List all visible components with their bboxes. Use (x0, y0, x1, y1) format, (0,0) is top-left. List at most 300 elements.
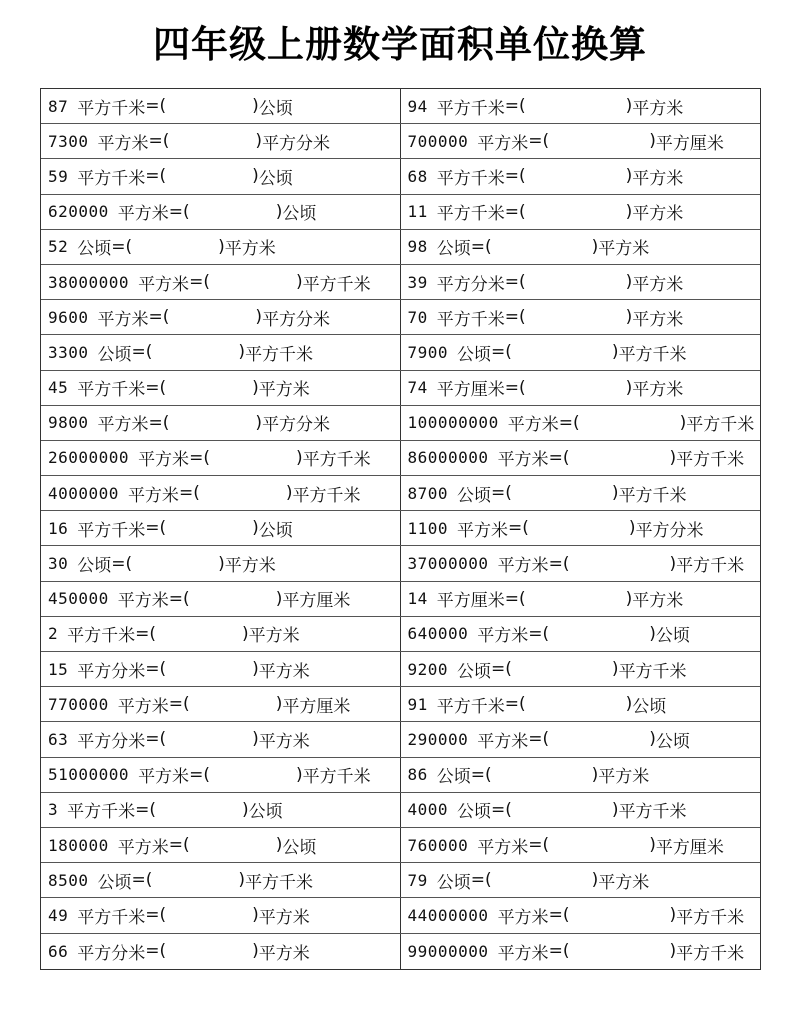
equals-sign: = (145, 377, 160, 398)
problem-number: 91 (407, 694, 428, 714)
equals-sign: = (504, 166, 520, 187)
target-unit: 公顷 (632, 696, 667, 717)
equals-sign: = (528, 835, 543, 856)
target-unit: 平方米 (224, 556, 276, 577)
open-paren: ( (203, 764, 210, 785)
problem-cell (401, 230, 761, 264)
problem-cell (41, 828, 401, 862)
table-row (41, 793, 760, 828)
problem-number: 7900 (407, 342, 449, 362)
equals-sign: = (145, 96, 160, 117)
close-paren: ) (252, 377, 259, 398)
target-unit: 平方米 (632, 274, 684, 295)
open-paren: ( (145, 342, 153, 363)
source-unit: 平方分米 (77, 661, 146, 682)
target-unit: 公顷 (282, 204, 317, 225)
problem-cell (401, 89, 761, 123)
source-unit: 平方米 (507, 415, 559, 436)
close-paren: ) (255, 307, 263, 328)
problem-number: 100000000 (407, 413, 499, 433)
equals-sign: = (145, 941, 160, 962)
target-unit: 平方厘米 (282, 591, 351, 612)
problem-number: 290000 (407, 729, 469, 749)
equals-sign: = (504, 201, 520, 222)
equals-sign: = (131, 870, 146, 891)
target-unit: 平方分米 (262, 309, 331, 330)
source-unit: 公顷 (436, 239, 471, 260)
problem-number: 1100 (407, 518, 449, 538)
problem-number: 14 (407, 589, 428, 609)
close-paren: ) (275, 835, 283, 856)
open-paren: ( (505, 483, 512, 504)
target-unit: 平方分米 (262, 415, 331, 436)
problem-cell (401, 898, 761, 932)
problem-cell (401, 300, 761, 334)
source-unit: 平方米 (117, 696, 169, 717)
close-paren: ) (625, 272, 633, 293)
problem-cell (41, 546, 401, 580)
source-unit: 平方千米 (77, 907, 146, 928)
problem-cell (401, 617, 761, 651)
equals-sign: = (504, 96, 520, 117)
close-paren: ) (591, 764, 599, 785)
source-unit: 平方分米 (77, 943, 146, 964)
source-unit: 平方米 (477, 626, 529, 647)
equals-sign: = (491, 799, 506, 820)
close-paren: ) (242, 623, 249, 644)
close-paren: ) (625, 377, 633, 398)
problem-cell (41, 511, 401, 545)
target-unit: 公顷 (655, 626, 690, 647)
problem-cell (41, 793, 401, 827)
target-unit: 公顷 (258, 98, 293, 119)
target-unit: 平方千米 (676, 450, 745, 471)
table-row (41, 863, 760, 898)
open-paren: ( (485, 236, 492, 257)
problem-cell (401, 159, 761, 193)
close-paren: ) (611, 483, 619, 504)
problem-cell (41, 722, 401, 756)
problem-number: 8700 (407, 483, 449, 503)
source-unit: 平方厘米 (436, 591, 505, 612)
open-paren: ( (519, 377, 526, 398)
target-unit: 平方千米 (302, 274, 371, 295)
close-paren: ) (625, 694, 633, 715)
equals-sign: = (148, 412, 163, 433)
close-paren: ) (669, 905, 677, 926)
equals-sign: = (135, 799, 150, 820)
open-paren: ( (562, 447, 570, 468)
source-unit: 平方千米 (436, 168, 505, 189)
open-paren: ( (505, 799, 512, 820)
target-unit: 平方米 (258, 907, 310, 928)
problem-number: 8500 (48, 870, 89, 890)
close-paren: ) (628, 518, 636, 539)
open-paren: ( (162, 412, 170, 433)
close-paren: ) (218, 236, 225, 257)
target-unit: 平方米 (258, 380, 310, 401)
equals-sign: = (111, 553, 126, 574)
problem-cell (41, 300, 401, 334)
table-row (41, 687, 760, 722)
source-unit: 平方米 (138, 767, 190, 788)
open-paren: ( (159, 729, 167, 750)
table-row (41, 335, 760, 370)
close-paren: ) (242, 799, 249, 820)
problem-number: 15 (48, 659, 69, 679)
source-unit: 平方米 (117, 837, 169, 858)
close-paren: ) (285, 483, 293, 504)
target-unit: 平方千米 (245, 872, 314, 893)
problem-cell (41, 898, 401, 932)
source-unit: 平方米 (117, 591, 169, 612)
problem-number: 26000000 (48, 448, 130, 468)
source-unit: 公顷 (77, 556, 112, 577)
equals-sign: = (189, 272, 204, 293)
source-unit: 平方米 (497, 450, 549, 471)
close-paren: ) (295, 764, 303, 785)
table-row (41, 124, 760, 159)
problem-number: 45 (48, 378, 69, 398)
open-paren: ( (145, 870, 153, 891)
problem-cell (41, 406, 401, 440)
close-paren: ) (295, 272, 303, 293)
problem-number: 86000000 (407, 448, 489, 468)
problem-number: 3 (48, 800, 59, 820)
equals-sign: = (189, 764, 204, 785)
problem-number: 74 (407, 378, 428, 398)
source-unit: 平方分米 (436, 274, 505, 295)
close-paren: ) (649, 623, 656, 644)
open-paren: ( (519, 96, 526, 117)
open-paren: ( (183, 588, 190, 609)
close-paren: ) (255, 412, 263, 433)
problem-number: 11 (407, 202, 428, 222)
problem-cell (41, 758, 401, 792)
open-paren: ( (485, 870, 492, 891)
close-paren: ) (625, 307, 633, 328)
problem-cell (41, 934, 401, 969)
target-unit: 平方分米 (262, 133, 331, 154)
problem-number: 87 (48, 96, 69, 116)
equals-sign: = (528, 131, 543, 152)
source-unit: 公顷 (457, 802, 492, 823)
equals-sign: = (145, 729, 160, 750)
target-unit: 平方米 (632, 204, 684, 225)
source-unit: 平方千米 (77, 98, 146, 119)
close-paren: ) (275, 588, 283, 609)
close-paren: ) (649, 835, 656, 856)
close-paren: ) (625, 166, 633, 187)
problem-number: 640000 (407, 624, 469, 644)
problem-number: 450000 (48, 589, 109, 609)
table-row (41, 828, 760, 863)
open-paren: ( (485, 764, 492, 785)
source-unit: 平方米 (97, 309, 149, 330)
equals-sign: = (528, 729, 543, 750)
problem-cell (41, 124, 401, 158)
source-unit: 平方千米 (436, 696, 505, 717)
close-paren: ) (295, 447, 303, 468)
equals-sign: = (148, 307, 163, 328)
table-row (41, 476, 760, 511)
problem-cell (401, 934, 761, 969)
equals-sign: = (168, 694, 184, 715)
open-paren: ( (542, 729, 550, 750)
table-row (41, 195, 760, 230)
equals-sign: = (548, 553, 563, 574)
equals-sign: = (491, 342, 506, 363)
equals-sign: = (131, 342, 146, 363)
problem-cell (41, 687, 401, 721)
problem-number: 180000 (48, 835, 109, 855)
target-unit: 平方米 (632, 168, 684, 189)
problem-cell (401, 582, 761, 616)
equals-sign: = (178, 483, 194, 504)
table-row (41, 230, 760, 265)
source-unit: 平方千米 (67, 626, 136, 647)
target-unit: 平方米 (598, 767, 650, 788)
open-paren: ( (159, 659, 167, 680)
problem-number: 4000 (407, 800, 449, 820)
target-unit: 平方米 (258, 943, 310, 964)
open-paren: ( (542, 623, 550, 644)
problem-number: 700000 (407, 131, 469, 151)
problem-cell (41, 195, 401, 229)
source-unit: 平方千米 (436, 204, 505, 225)
equals-sign: = (528, 623, 543, 644)
target-unit: 平方千米 (676, 943, 745, 964)
equals-sign: = (145, 905, 160, 926)
equals-sign: = (135, 623, 150, 644)
equals-sign: = (504, 377, 520, 398)
table-row (41, 934, 760, 969)
open-paren: ( (519, 694, 526, 715)
source-unit: 平方米 (127, 485, 179, 506)
open-paren: ( (193, 483, 200, 504)
problem-number: 86 (407, 765, 428, 785)
source-unit: 平方千米 (77, 168, 146, 189)
open-paren: ( (162, 307, 170, 328)
problem-number: 44000000 (407, 905, 489, 925)
problem-number: 9800 (48, 413, 89, 433)
close-paren: ) (669, 941, 677, 962)
open-paren: ( (159, 166, 167, 187)
problem-cell (401, 652, 761, 686)
problem-number: 30 (48, 554, 69, 574)
table-row (41, 546, 760, 581)
problem-cell (41, 89, 401, 123)
equals-sign: = (111, 236, 126, 257)
table-row (41, 758, 760, 793)
close-paren: ) (611, 342, 619, 363)
target-unit: 平方米 (258, 661, 310, 682)
problem-cell (401, 758, 761, 792)
target-unit: 平方千米 (686, 415, 755, 436)
problem-cell (401, 265, 761, 299)
open-paren: ( (149, 623, 157, 644)
target-unit: 平方厘米 (655, 133, 724, 154)
close-paren: ) (679, 412, 687, 433)
problem-number: 49 (48, 905, 69, 925)
close-paren: ) (611, 799, 619, 820)
table-row (41, 582, 760, 617)
equals-sign: = (491, 483, 506, 504)
open-paren: ( (505, 659, 512, 680)
equals-sign: = (168, 835, 184, 856)
problem-number: 620000 (48, 202, 109, 222)
equals-sign: = (548, 905, 563, 926)
target-unit: 公顷 (655, 731, 690, 752)
problem-number: 99000000 (407, 941, 489, 961)
problem-number: 760000 (407, 835, 469, 855)
equals-sign: = (504, 307, 520, 328)
target-unit: 平方千米 (292, 485, 361, 506)
problem-number: 7300 (48, 131, 89, 151)
target-unit: 平方千米 (676, 907, 745, 928)
problem-cell (401, 863, 761, 897)
equals-sign: = (548, 941, 563, 962)
target-unit: 平方米 (632, 98, 684, 119)
table-row (41, 722, 760, 757)
table-row (41, 406, 760, 441)
table-row (41, 265, 760, 300)
open-paren: ( (572, 412, 580, 433)
target-unit: 平方米 (248, 626, 300, 647)
equals-sign: = (168, 588, 184, 609)
target-unit: 平方米 (258, 731, 310, 752)
open-paren: ( (519, 588, 526, 609)
problem-number: 39 (407, 272, 428, 292)
table-row (41, 159, 760, 194)
equals-sign: = (145, 659, 160, 680)
problem-number: 66 (48, 941, 69, 961)
close-paren: ) (649, 131, 656, 152)
conversion-table (40, 88, 761, 970)
equals-sign: = (470, 236, 486, 257)
close-paren: ) (252, 941, 259, 962)
source-unit: 平方米 (457, 520, 509, 541)
close-paren: ) (218, 553, 225, 574)
source-unit: 平方米 (497, 907, 549, 928)
source-unit: 公顷 (457, 344, 492, 365)
source-unit: 平方千米 (77, 380, 146, 401)
source-unit: 公顷 (97, 872, 132, 893)
equals-sign: = (470, 870, 486, 891)
problem-cell (401, 828, 761, 862)
open-paren: ( (159, 905, 167, 926)
source-unit: 平方千米 (67, 802, 136, 823)
problem-cell (41, 863, 401, 897)
problem-number: 770000 (48, 694, 109, 714)
target-unit: 公顷 (258, 168, 293, 189)
problem-cell (401, 124, 761, 158)
problem-number: 37000000 (407, 554, 489, 574)
target-unit: 平方分米 (635, 520, 704, 541)
target-unit: 平方千米 (618, 802, 687, 823)
target-unit: 平方千米 (618, 485, 687, 506)
table-row (41, 441, 760, 476)
close-paren: ) (238, 342, 246, 363)
open-paren: ( (125, 236, 133, 257)
problem-cell (41, 652, 401, 686)
target-unit: 平方千米 (302, 767, 371, 788)
page-title: 四年级上册数学面积单位换算 (153, 23, 647, 66)
problem-number: 3300 (48, 342, 89, 362)
problem-cell (401, 371, 761, 405)
equals-sign: = (558, 412, 573, 433)
problem-cell (401, 441, 761, 475)
target-unit: 平方米 (598, 239, 650, 260)
close-paren: ) (611, 659, 619, 680)
open-paren: ( (149, 799, 157, 820)
equals-sign: = (470, 764, 486, 785)
problem-number: 16 (48, 518, 69, 538)
close-paren: ) (252, 729, 259, 750)
target-unit: 平方千米 (676, 556, 745, 577)
close-paren: ) (625, 588, 633, 609)
open-paren: ( (203, 272, 210, 293)
source-unit: 平方米 (477, 837, 529, 858)
problem-cell (41, 159, 401, 193)
problem-number: 59 (48, 166, 69, 186)
problem-cell (401, 195, 761, 229)
problem-cell (401, 511, 761, 545)
close-paren: ) (625, 201, 633, 222)
table-row (41, 89, 760, 124)
target-unit: 平方千米 (245, 344, 314, 365)
target-unit: 平方米 (598, 872, 650, 893)
table-row (41, 371, 760, 406)
open-paren: ( (542, 131, 550, 152)
source-unit: 平方米 (477, 731, 529, 752)
problem-number: 4000000 (48, 483, 119, 503)
equals-sign: = (145, 166, 160, 187)
problem-number: 9200 (407, 659, 449, 679)
source-unit: 平方千米 (436, 309, 505, 330)
source-unit: 平方米 (497, 943, 549, 964)
problem-cell (401, 406, 761, 440)
open-paren: ( (125, 553, 133, 574)
source-unit: 公顷 (457, 485, 492, 506)
table-row (41, 652, 760, 687)
source-unit: 公顷 (77, 239, 112, 260)
open-paren: ( (159, 941, 167, 962)
source-unit: 平方米 (138, 274, 190, 295)
equals-sign: = (548, 447, 563, 468)
close-paren: ) (625, 96, 633, 117)
close-paren: ) (252, 905, 259, 926)
equals-sign: = (508, 518, 523, 539)
source-unit: 公顷 (436, 767, 471, 788)
problem-number: 2 (48, 624, 59, 644)
equals-sign: = (504, 694, 520, 715)
close-paren: ) (238, 870, 246, 891)
source-unit: 公顷 (97, 344, 132, 365)
open-paren: ( (562, 905, 570, 926)
open-paren: ( (203, 447, 210, 468)
open-paren: ( (159, 377, 167, 398)
close-paren: ) (252, 166, 259, 187)
source-unit: 平方千米 (77, 520, 146, 541)
close-paren: ) (591, 870, 599, 891)
problem-cell (41, 230, 401, 264)
problem-number: 51000000 (48, 765, 130, 785)
problem-cell (41, 582, 401, 616)
problem-number: 38000000 (48, 272, 130, 292)
open-paren: ( (162, 131, 170, 152)
problem-cell (401, 722, 761, 756)
